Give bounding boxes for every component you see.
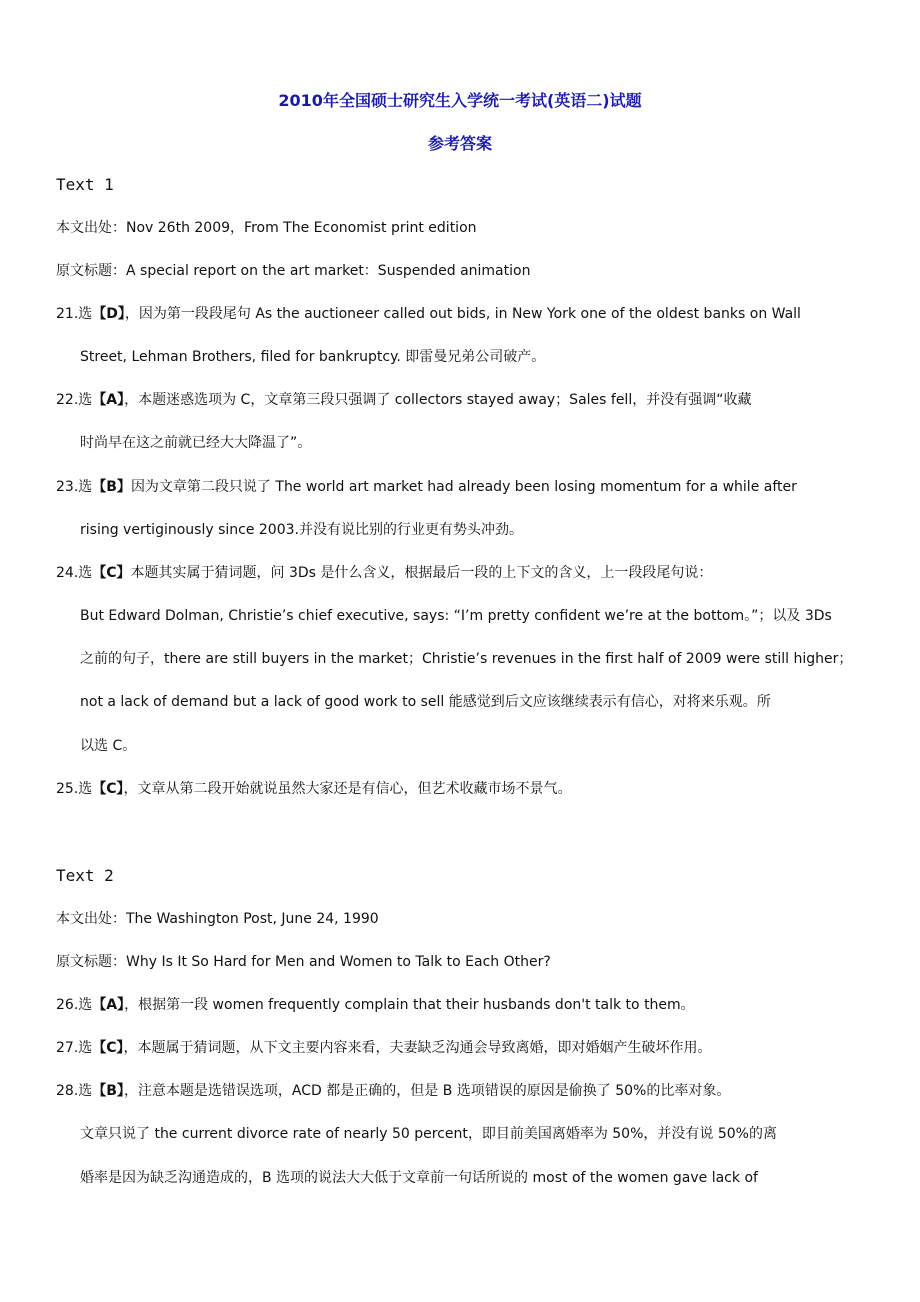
answer-23 [56,477,797,497]
answer-23-prefix: 23.选 [56,479,93,495]
answer-22-line1: ，本题迷惑选项为 C，文章第三段只强调了 collectors stayed away；Sales fell，并没有强调“收藏 [124,392,752,408]
text2-original-title: 原文标题：Why Is It So Hard for Men and Women to Talk to Each Other? [56,954,551,970]
answer-28-choice: 【B】 [92,1083,124,1099]
answer-27-choice: 【C】 [92,1040,124,1056]
answer-24 [56,563,712,583]
answer-28-line2: 文章只说了 the current divorce rate of nearly 50 percent，即目前美国离婚率为 50%，并没有说 50%的离 [80,1126,777,1142]
answer-27-line1: ，本题属于猜词题，从下文主要内容来看，夫妻缺乏沟通会导致离婚，即对婚姻产生破坏作用。 [123,1040,712,1056]
answer-26-line1: ，根据第一段 women frequently complain that their husbands don't talk to them。 [124,997,695,1013]
text1-heading: Text 1 [56,175,114,194]
answer-25-line1: ，文章从第二段开始就说虽然大家还是有信心，但艺术收藏市场不景气。 [123,781,572,797]
answer-22-line2: 时尚早在这之前就已经大大降温了”。 [80,435,312,451]
answer-24-line2: But Edward Dolman, Christie’s chief executive, says: “I’m pretty confident we’re at the bottom。”；以及 3Ds [80,608,832,624]
answer-28-line1: ，注意本题是选错误选项，ACD 都是正确的，但是 B 选项错误的原因是偷换了 50%的比率对象。 [123,1083,731,1099]
answer-26 [56,995,695,1015]
answer-24-line1: 本题其实属于猜词题，问 3Ds 是什么含义，根据最后一段的上下文的含义，上一段段尾句说： [130,565,713,581]
answer-22-prefix: 22.选 [56,392,93,408]
answer-21-choice: 【D】 [92,306,125,322]
answer-26-choice: 【A】 [92,997,125,1013]
text2-heading: Text 2 [56,866,114,885]
answer-22-choice: 【A】 [92,392,125,408]
answer-23-line2: rising vertiginously since 2003.并没有说比别的行业更有势头冲劲。 [80,522,523,538]
answer-24-line3: 之前的句子，there are still buyers in the market；Christie’s revenues in the first half of 2009 were still higher； [80,651,853,667]
page-subtitle: 参考答案 [427,134,492,153]
text1-original-title: 原文标题：A special report on the art market：Suspended animation [56,263,531,279]
answer-28-prefix: 28.选 [56,1083,93,1099]
answer-21-line1: ，因为第一段段尾句 As the auctioneer called out bids, in New York one of the oldest banks on Wall [124,306,801,322]
answer-28 [56,1081,730,1101]
answer-21 [56,304,801,324]
answer-24-line5: 以选 C。 [80,738,137,754]
answer-27-prefix: 27.选 [56,1040,93,1056]
answer-25-prefix: 25.选 [56,781,93,797]
answer-21-line2: Street, Lehman Brothers, filed for bankruptcy. 即雷曼兄弟公司破产。 [80,349,546,365]
answer-23-choice: 【B】 [92,479,131,495]
answer-24-line4: not a lack of demand but a lack of good work to sell 能感觉到后文应该继续表示有信心，对将来乐观。所 [80,694,771,710]
text2-source: 本文出处：The Washington Post, June 24, 1990 [56,911,379,927]
answer-27 [56,1038,712,1058]
answer-21-prefix: 21.选 [56,306,93,322]
answer-25 [56,779,572,799]
answer-26-prefix: 26.选 [56,997,93,1013]
answer-24-choice: 【C】 [92,565,131,581]
answer-24-prefix: 24.选 [56,565,93,581]
answer-22 [56,390,751,410]
answer-25-choice: 【C】 [92,781,124,797]
page-title: 2010年全国硕士研究生入学统一考试(英语二)试题 [278,91,642,110]
answer-23-line1: 因为文章第二段只说了 The world art market had already been losing momentum for a while after [130,479,797,495]
text1-source: 本文出处：Nov 26th 2009，From The Economist print edition [56,220,477,236]
answer-28-line3: 婚率是因为缺乏沟通造成的，B 选项的说法大大低于文章前一句话所说的 most of the women gave lack of [80,1170,758,1186]
